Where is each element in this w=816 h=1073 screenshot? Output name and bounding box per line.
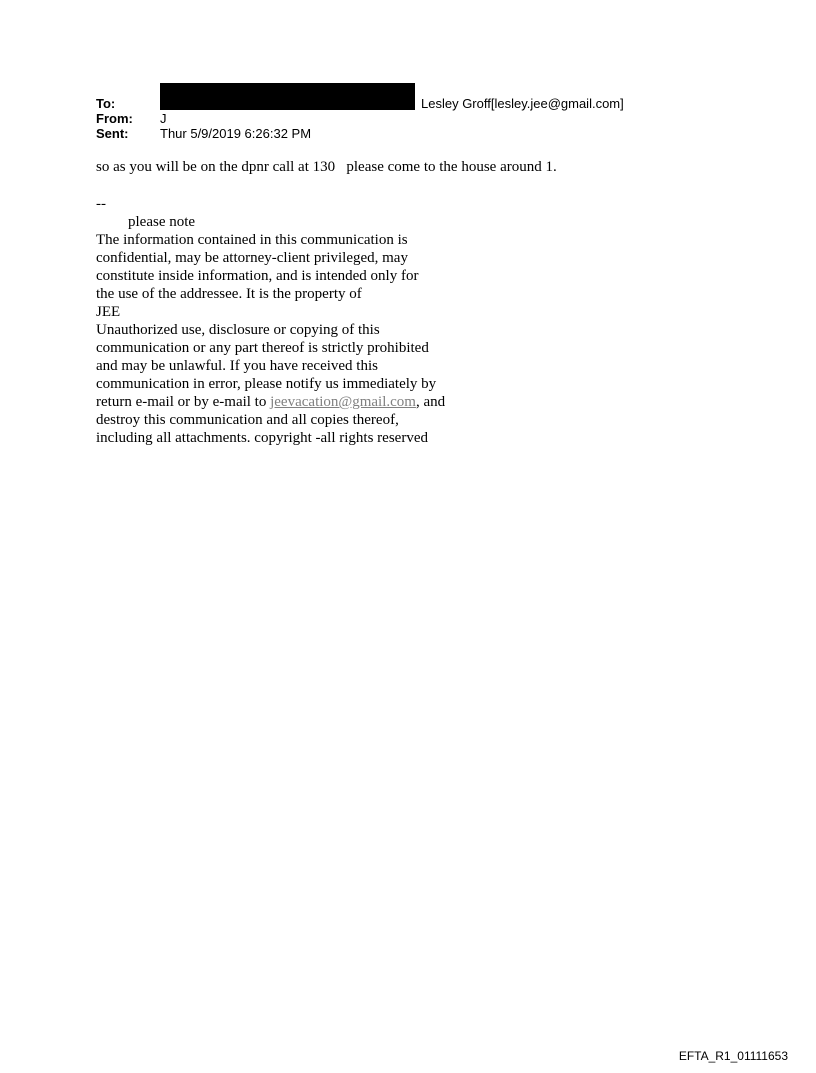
to-row xyxy=(96,96,311,111)
message-body: so as you will be on the dpnr call at 130 please come to the house around 1. xyxy=(96,159,557,175)
disclaimer-line: including all attachments. copyright -all rights reserved xyxy=(96,430,428,446)
from-label: From: xyxy=(96,111,133,126)
to-value: Lesley Groff[lesley.jee@gmail.com] xyxy=(421,96,624,111)
disclaimer-line: The information contained in this communication is xyxy=(96,232,408,248)
disclaimer-text: return e-mail or by e-mail to xyxy=(96,394,271,410)
signature-separator: -- xyxy=(96,196,106,212)
sent-row xyxy=(96,126,311,141)
signature-note: please note xyxy=(128,214,196,230)
disclaimer-line: and may be unlawful. If you have received this xyxy=(96,358,378,374)
from-row xyxy=(96,111,311,126)
disclaimer-line: communication in error, please notify us immediately by xyxy=(96,376,437,392)
disclaimer-line: Unauthorized use, disclosure or copying of this xyxy=(96,322,380,338)
disclaimer-line: constitute inside information, and is intended only for xyxy=(96,268,419,284)
disclaimer-line-with-email xyxy=(96,393,445,411)
disclaimer-line: confidential, may be attorney-client privileged, may xyxy=(96,250,408,266)
from-value: J xyxy=(160,111,167,126)
disclaimer-line: the use of the addressee. It is the property of xyxy=(96,286,362,302)
disclaimer-line: destroy this communication and all copies thereof, xyxy=(96,412,399,428)
email-link[interactable]: jeevacation@gmail.com xyxy=(270,394,416,410)
email-header xyxy=(96,96,311,141)
sent-label: Sent: xyxy=(96,126,129,141)
document-id: EFTA_R1_01111653 xyxy=(678,1049,788,1063)
disclaimer-line: JEE xyxy=(96,304,121,320)
to-label: To: xyxy=(96,96,116,111)
disclaimer-text: , and xyxy=(415,394,446,410)
email-signature xyxy=(96,195,445,447)
sent-value: Thur 5/9/2019 6:26:32 PM xyxy=(160,126,312,141)
disclaimer-line: communication or any part thereof is strictly prohibited xyxy=(96,340,429,356)
